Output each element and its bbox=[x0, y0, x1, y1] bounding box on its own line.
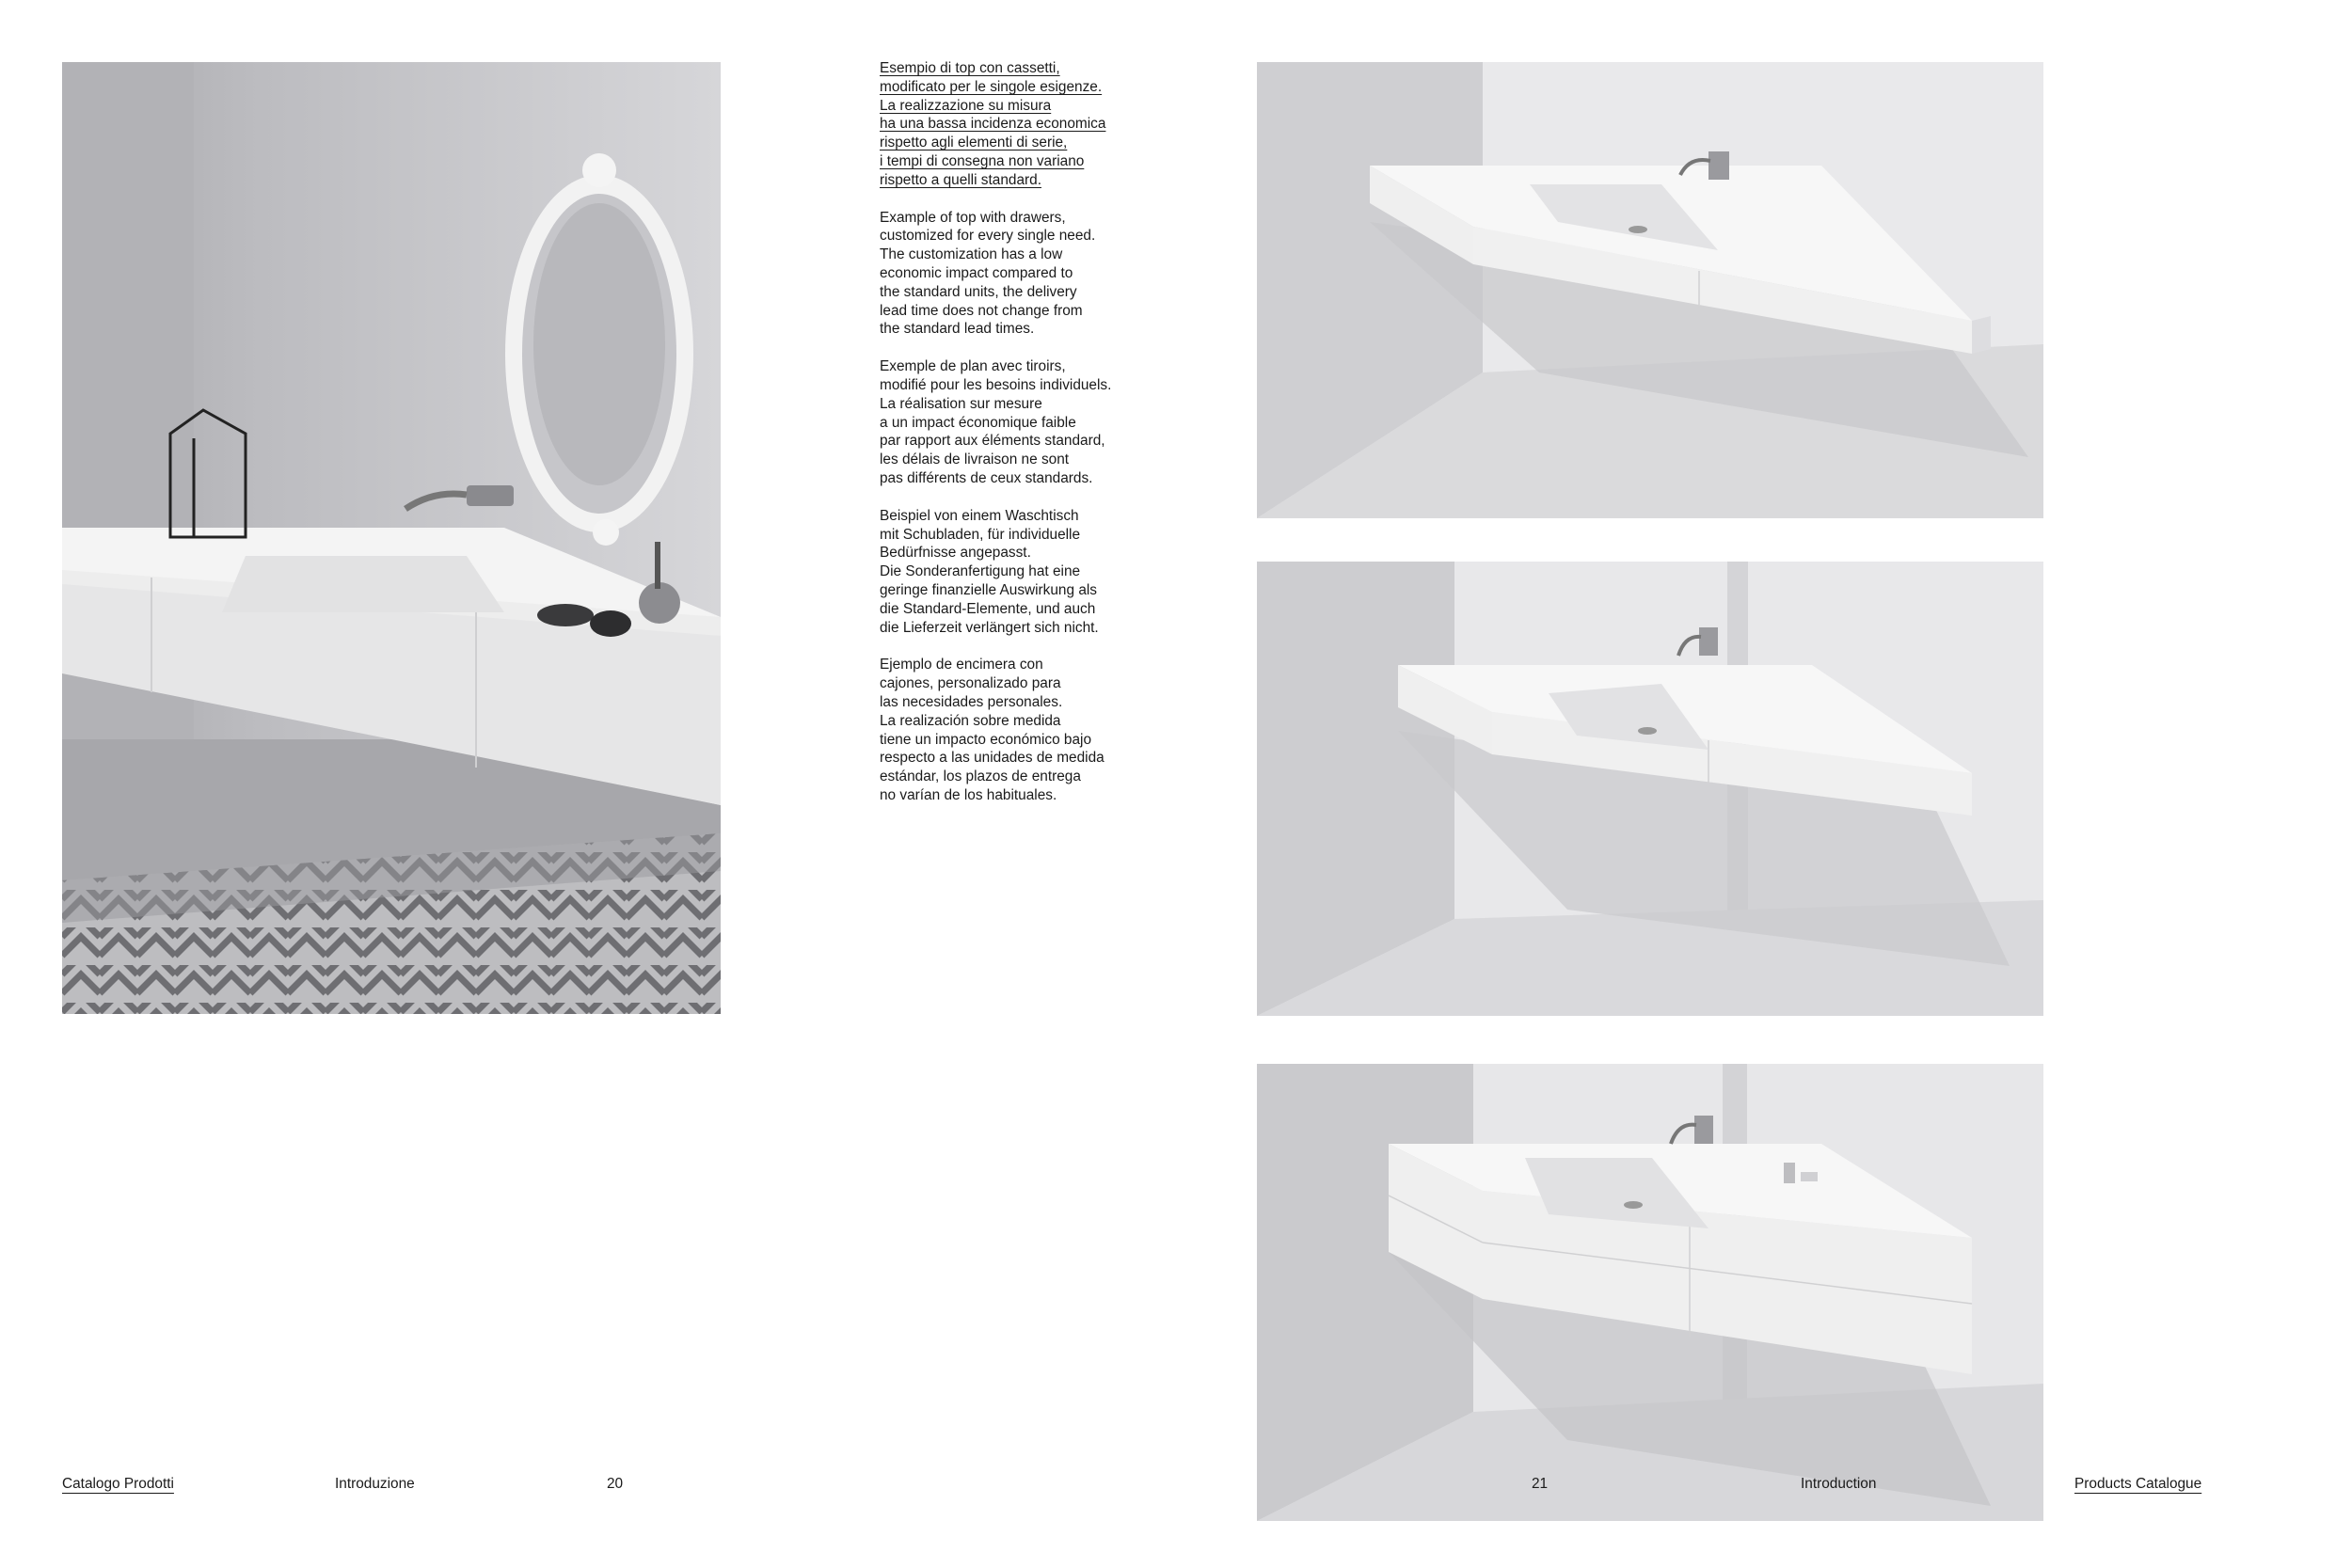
vanity-photo-drawers-2 bbox=[1257, 562, 2043, 1016]
footer-catalog-english: Products Catalogue bbox=[2074, 1476, 2202, 1492]
description-text-column bbox=[880, 59, 1152, 824]
footer-catalog-italian: Catalogo Prodotti bbox=[62, 1476, 174, 1492]
description-english: Example of top with drawers, customized for every single need. The customization has a low economic impact compared to the standard units, the delivery lead time does not change from the standard lead times. bbox=[880, 209, 1096, 338]
footer-section-italian: Introduzione bbox=[335, 1476, 415, 1492]
description-german: Beispiel von einem Waschtisch mit Schubladen, für individuelle Bedürfnisse angepasst. Die Sonderanfertigung hat eine geringe finanzielle Auswirkung als die Standard-Elemente, und auch die Lieferzeit verlängert sich nicht. bbox=[880, 507, 1099, 636]
page-number-left: 20 bbox=[607, 1476, 624, 1492]
description-italian: Esempio di top con cassetti, modificato per le singole esigenze. La realizzazione su misura ha una bassa incidenza economica rispetto agli elementi di serie, i tempi di consegna non variano rispetto a quelli standard. bbox=[880, 60, 1106, 188]
footer-section-english: Introduction bbox=[1801, 1476, 1877, 1492]
vanity-photo-drawers-3 bbox=[1257, 1064, 2043, 1521]
vanity-photo-drawers-1 bbox=[1257, 62, 2043, 518]
bathroom-photo-mirror bbox=[62, 62, 721, 1014]
description-french: Exemple de plan avec tiroirs, modifié pour les besoins individuels. La réalisation sur mesure a un impact économique faible par rapport aux éléments standard, les délais de livraison ne sont pas différents de ceux standards. bbox=[880, 358, 1112, 486]
description-spanish: Ejemplo de encimera con cajones, personalizado para las necesidades personales. La realización sobre medida tiene un impacto económico bajo respecto a las unidades de medida estándar, los plazos de entrega no varían de los habituales. bbox=[880, 657, 1104, 803]
page-number-right: 21 bbox=[1532, 1476, 1549, 1492]
